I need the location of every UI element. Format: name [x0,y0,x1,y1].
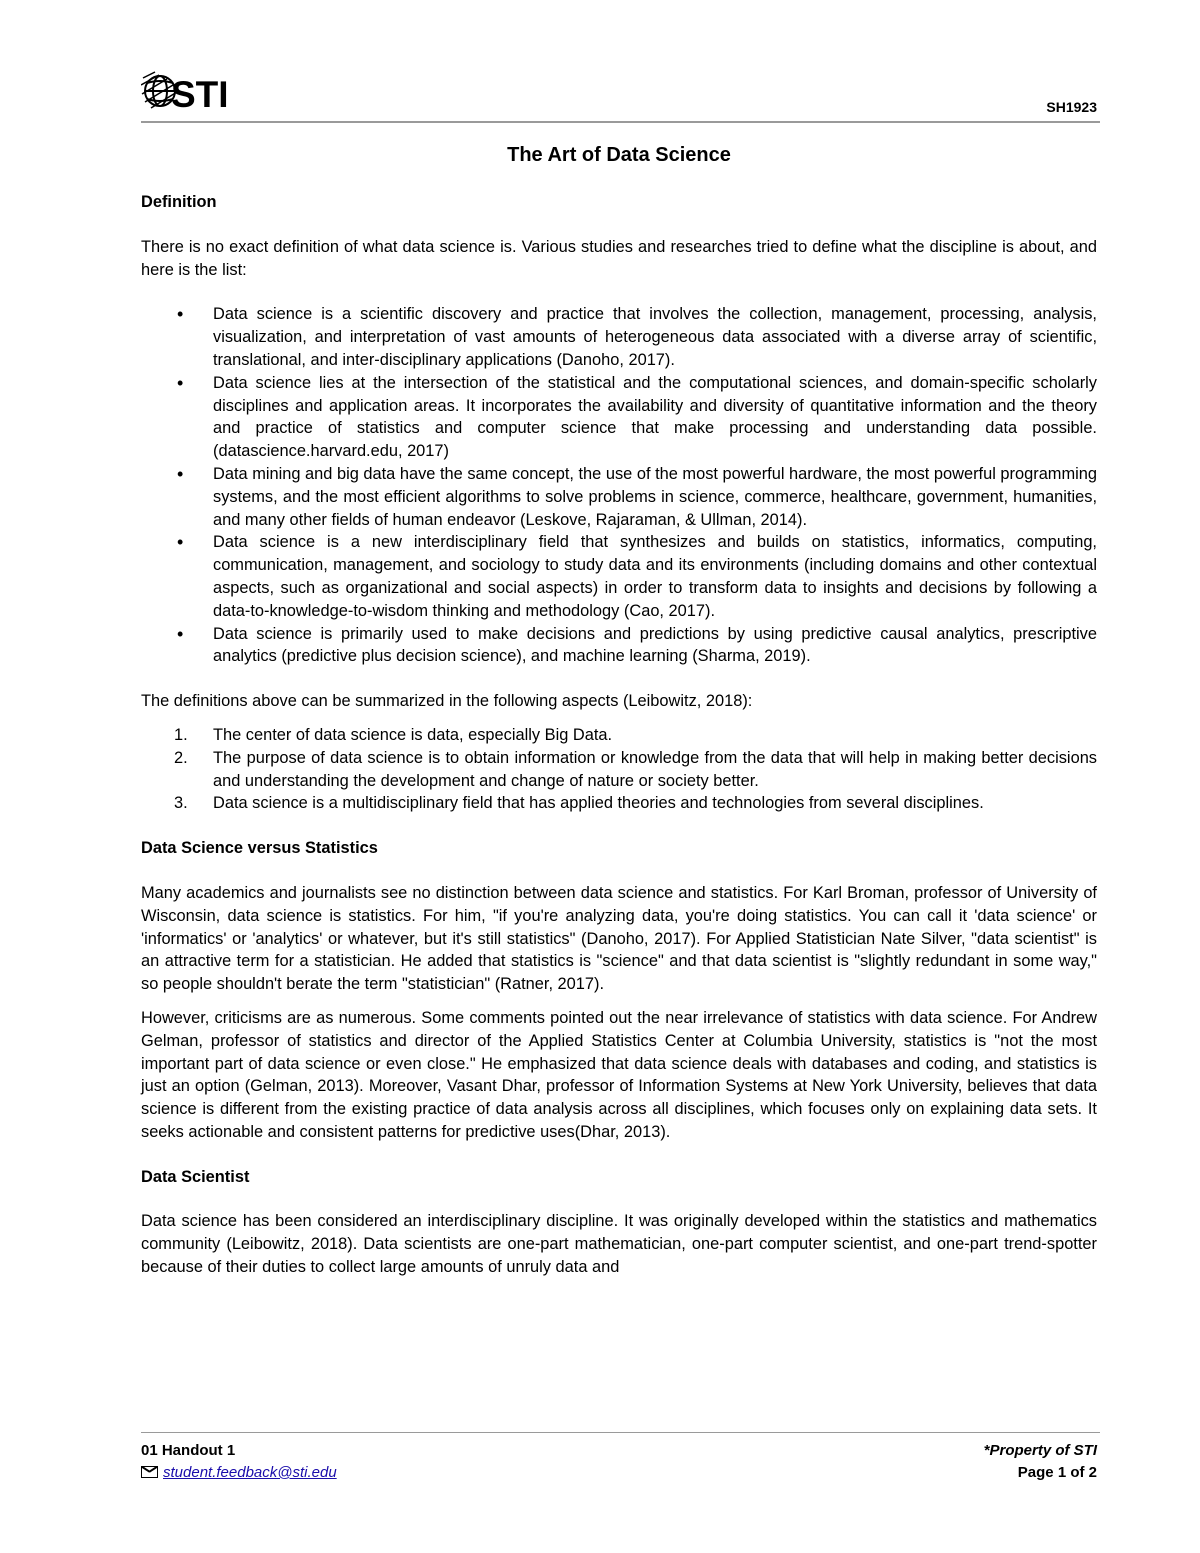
list-item: • Data science lies at the intersection of the statistical and the computational sciences, and domain-specific scholarly disciplines and application areas. It incorporates the availability and diversity of quantitative information and the theory and practice of statistics and computer science that make processing and understanding data possible. (datascience.harvard.edu, 2017) [141,372,1097,463]
scientist-paragraph-1: Data science has been considered an interdisciplinary discipline. It was originally developed within the statistics and mathematics community (Leibowitz, 2018). Data scientists are one-part mathematician, one-part computer scientist, and one-part trend-spotter because of their duties to collect large amounts of unruly data and [141,1212,1097,1277]
list-item: • Data science is a scientific discovery and practice that involves the collection, management, processing, analysis, visualization, and interpretation of vast amounts of heterogeneous data associated with a diverse array of scientific, translational, and inter-disciplinary applications (Danoho, 2017). [141,303,1097,371]
envelope-icon [141,1466,158,1478]
list-item [141,724,1097,747]
list-number: 2. [174,748,188,767]
list-item-text: The center of data science is data, especially Big Data. [213,725,613,744]
summary-numbered-list [141,724,1097,815]
property-label: *Property of STI [983,1442,1097,1459]
list-item-text: The purpose of data science is to obtain information or knowledge from the data that will help in making better decisions and understanding the development and change of nature or society better. [213,748,1097,790]
heading-data-scientist: Data Scientist [141,1167,250,1186]
summary-intro: The definitions above can be summarized in the following aspects (Leibowitz, 2018): [141,692,753,711]
list-item: • Data science is a new interdisciplinary field that synthesizes and builds on statistics, informatics, computing, communication, management, and sociology to study data and its environments (including domains and other contextual aspects, such as organizational and social aspects) in order to transform data to insights and decisions by following a data-to-knowledge-to-wisdom thinking and methodology (Cao, 2017). [141,531,1097,622]
heading-definition: Definition [141,193,217,211]
sti-logo-text: STI [171,74,229,112]
page-number: Page 1 of 2 [1017,1464,1097,1481]
sti-logo-graphic [141,70,237,112]
list-item: • Data mining and big data have the same concept, the use of the most powerful hardware, the most powerful programming systems, and the most efficient algorithms to solve problems in science, commerce, healthcare, government, humanities, and many other fields of human endeavor (Leskove, Rajaraman, & Ullman, 2014). [141,463,1097,531]
list-number: 3. [174,794,188,813]
footer-right [984,1440,1097,1484]
definition-intro: There is no exact definition of what data science is. Various studies and researches tried to define what the discipline is about, and here is the list: [141,237,1097,279]
versus-paragraph-2: However, criticisms are as numerous. Some comments pointed out the near irrelevance of statistics with data science. For Andrew Gelman, professor of statistics and director of the Applied Statistics Center at Columbia University, statistics is "not the most important part of data science or even close." He emphasized that data science deals with databases and coding, and statistics is just an option (Gelman, 2013). Moreover, Vasant Dhar, professor of Information Systems at New York University, believes that data science is different from the existing practice of data analysis across all disciplines, which focuses only on explaining data sets. It seeks actionable and consistent patterns for predictive uses(Dhar, 2013). [141,1008,1097,1141]
feedback-email-link[interactable]: student.feedback@sti.edu [163,1464,337,1481]
list-number: 1. [174,725,188,744]
document-title: The Art of Data Science [507,144,731,166]
sti-logo [141,70,237,112]
list-item [141,747,1097,793]
versus-paragraph-1: Many academics and journalists see no distinction between data science and statistics. For Karl Broman, professor of University of Wisconsin, data science is statistics. For him, "if you're analyzing data, you're doing statistics. You can call it 'data science' or 'informatics' or 'analytics' or whatever, but it's still statistics" (Danoho, 2017). For Applied Statistician Nate Silver, "data scientist" is an attractive term for a statistician. He added that statistics is "science" and that data scientist is "slightly redundant in some way," so people shouldn't berate the term "statistician" (Ratner, 2017). [141,883,1097,994]
header-divider [141,121,1100,123]
list-item [141,792,1097,815]
list-item: • Data science is primarily used to make decisions and predictions by using predictive causal analytics, prescriptive analytics (predictive plus decision science), and machine learning (Sharma, 2019). [141,623,1097,669]
footer-divider [141,1432,1100,1433]
handout-label: 01 Handout 1 [141,1442,236,1459]
document-code: SH1923 [1046,99,1097,115]
footer-left [141,1440,337,1484]
list-item-text: Data science is a multidisciplinary field that has applied theories and technologies from several disciplines. [213,794,984,813]
document-body [141,142,1097,1301]
heading-ds-vs-statistics: Data Science versus Statistics [141,839,378,858]
feedback-line [141,1462,337,1484]
definition-bullet-list [141,303,1097,668]
